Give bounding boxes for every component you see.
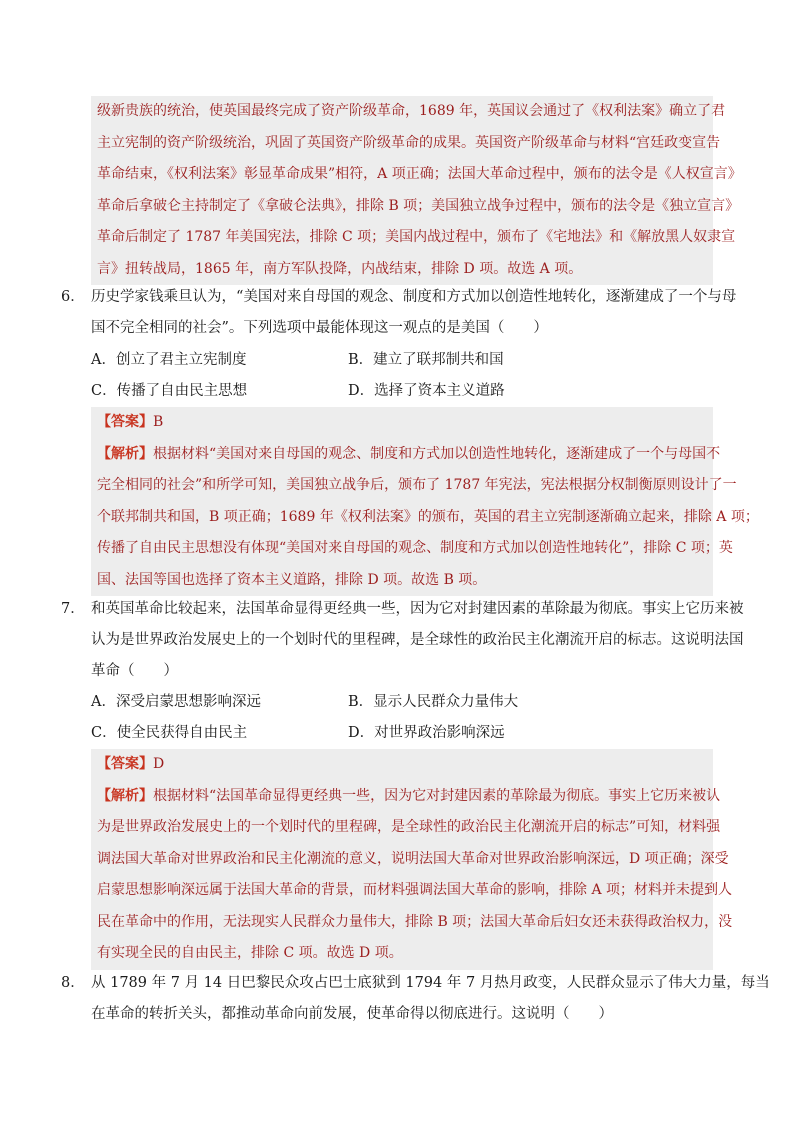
analysis-line: 完全相同的社会”和所学可知，美国独立战争后，颁布了 1787 年宪法，宪法根据分权制衡原则设计了一: [97, 477, 737, 493]
option-a: A．创立了君主立宪制度: [91, 352, 247, 368]
analysis-line: 国、法国等国也选择了资本主义道路，排除 D 项。故选 B 项。: [97, 571, 487, 588]
answer-tag: 【答案】: [97, 756, 153, 772]
option-a: A．深受启蒙思想影响深远: [91, 694, 261, 710]
analysis-line: 启蒙思想影响深远属于法国大革命的背景，而材料强调法国大革命的影响，排除 A 项；材料并未提到人: [97, 882, 733, 898]
question-number: 7．: [61, 601, 85, 617]
answer-value: D: [153, 756, 165, 772]
analysis-block-q5: [91, 96, 742, 285]
analysis-line: 言》扭转战局，1865 年，南方军队投降，内战结束，排除 D 项。故选 A 项。: [97, 260, 583, 277]
option-b: B．显示人民群众力量伟大: [348, 694, 519, 710]
question-text: 革命（ ）: [91, 663, 178, 679]
option-b: B．建立了联邦制共和国: [348, 352, 504, 368]
answer-block-q7: [91, 749, 733, 970]
option-c: C．传播了自由民主思想: [91, 383, 248, 399]
analysis-line: 个联邦制共和国，B 项正确；1689 年《权利法案》的颁布，英国的君主立宪制逐渐确立起来，排除 A 项；: [97, 508, 759, 525]
question-7: [61, 594, 744, 687]
analysis-line: 根据材料“美国对来自母国的观念、制度和方式加以创造性地转化，逐渐建成了一个与母国不: [153, 445, 721, 462]
question-text: 从 1789 年 7 月 14 日巴黎民众攻占巴士底狱到 1794 年 7 月热月政变，人民群众显示了伟大力量，每当: [91, 975, 770, 991]
analysis-line: 级新贵族的统治，使英国最终完成了资产阶级革命，1689 年，英国议会通过了《权利法案》确立了君: [97, 103, 726, 119]
analysis-line: 民在革命中的作用，无法现实人民群众力量伟大，排除 B 项；法国大革命后妇女还未获得政治权力，没: [97, 913, 733, 930]
option-c: C．使全民获得自由民主: [91, 725, 248, 741]
analysis-line: 主立宪制的资产阶级统治，巩固了英国资产阶级革命的成果。英国资产阶级革命与材料“宫廷政变宣告: [97, 134, 721, 151]
question-text: 和英国革命比较起来，法国革命显得更经典一些，因为它对封建因素的革除最为彻底。事实上它历来被: [91, 601, 744, 617]
analysis-line: 传播了自由民主思想没有体现“美国对来自母国的观念、制度和方式加以创造性地转化”，排除 C 项；英: [97, 540, 733, 556]
question-text: 在革命的转折关头，都推动革命向前发展，使革命得以彻底进行。这说明（ ）: [91, 1006, 613, 1022]
analysis-line: 革命结束，《权利法案》彰显革命成果”相符，A 项正确；法国大革命过程中，颁布的法令是《人权宣言》: [97, 166, 742, 182]
answer-value: B: [153, 414, 164, 430]
analysis-line: 革命后拿破仑主持制定了《拿破仑法典》，排除 B 项；美国独立战争过程中，颁布的法令是《独立宣言》: [97, 197, 740, 214]
question-8: [61, 968, 770, 1030]
analysis-line: 革命后制定了 1787 年美国宪法，排除 C 项；美国内战过程中，颁布了《宅地法》和《解放黑人奴隶宣: [97, 229, 736, 245]
analysis-line: 为是世界政治发展史上的一个划时代的里程碑，是全球性的政治民主化潮流开启的标志”可知，材料强: [97, 819, 721, 835]
question-text: 国不完全相同的社会”。下列选项中最能体现这一观点的是美国（ ）: [91, 320, 548, 336]
analysis-tag: 【解析】: [97, 445, 153, 462]
analysis-line: 调法国大革命对世界政治和民主化潮流的意义，说明法国大革命对世界政治影响深远，D 项正确；深受: [97, 850, 729, 867]
question-number: 8．: [61, 975, 85, 991]
option-d: D．对世界政治影响深远: [348, 725, 505, 741]
question-text: 历史学家钱乘旦认为，“美国对来自母国的观念、制度和方式加以创造性地转化，逐渐建成了一个与母: [91, 289, 737, 305]
option-d: D．选择了资本主义道路: [348, 383, 505, 399]
question-number: 6．: [61, 289, 85, 305]
options-q7: [91, 687, 691, 749]
analysis-line: 有实现全民的自由民主，排除 C 项。故选 D 项。: [97, 945, 403, 961]
analysis-line: 根据材料“法国革命显得更经典一些，因为它对封建因素的革除最为彻底。事实上它历来被认: [153, 787, 721, 804]
options-q6: [91, 345, 691, 407]
answer-tag: 【答案】: [97, 414, 153, 430]
analysis-tag: 【解析】: [97, 787, 153, 804]
question-6: [61, 282, 741, 344]
question-text: 认为是世界政治发展史上的一个划时代的里程碑，是全球性的政治民主化潮流开启的标志。这说明法国: [91, 632, 744, 648]
answer-block-q6: [91, 407, 759, 596]
